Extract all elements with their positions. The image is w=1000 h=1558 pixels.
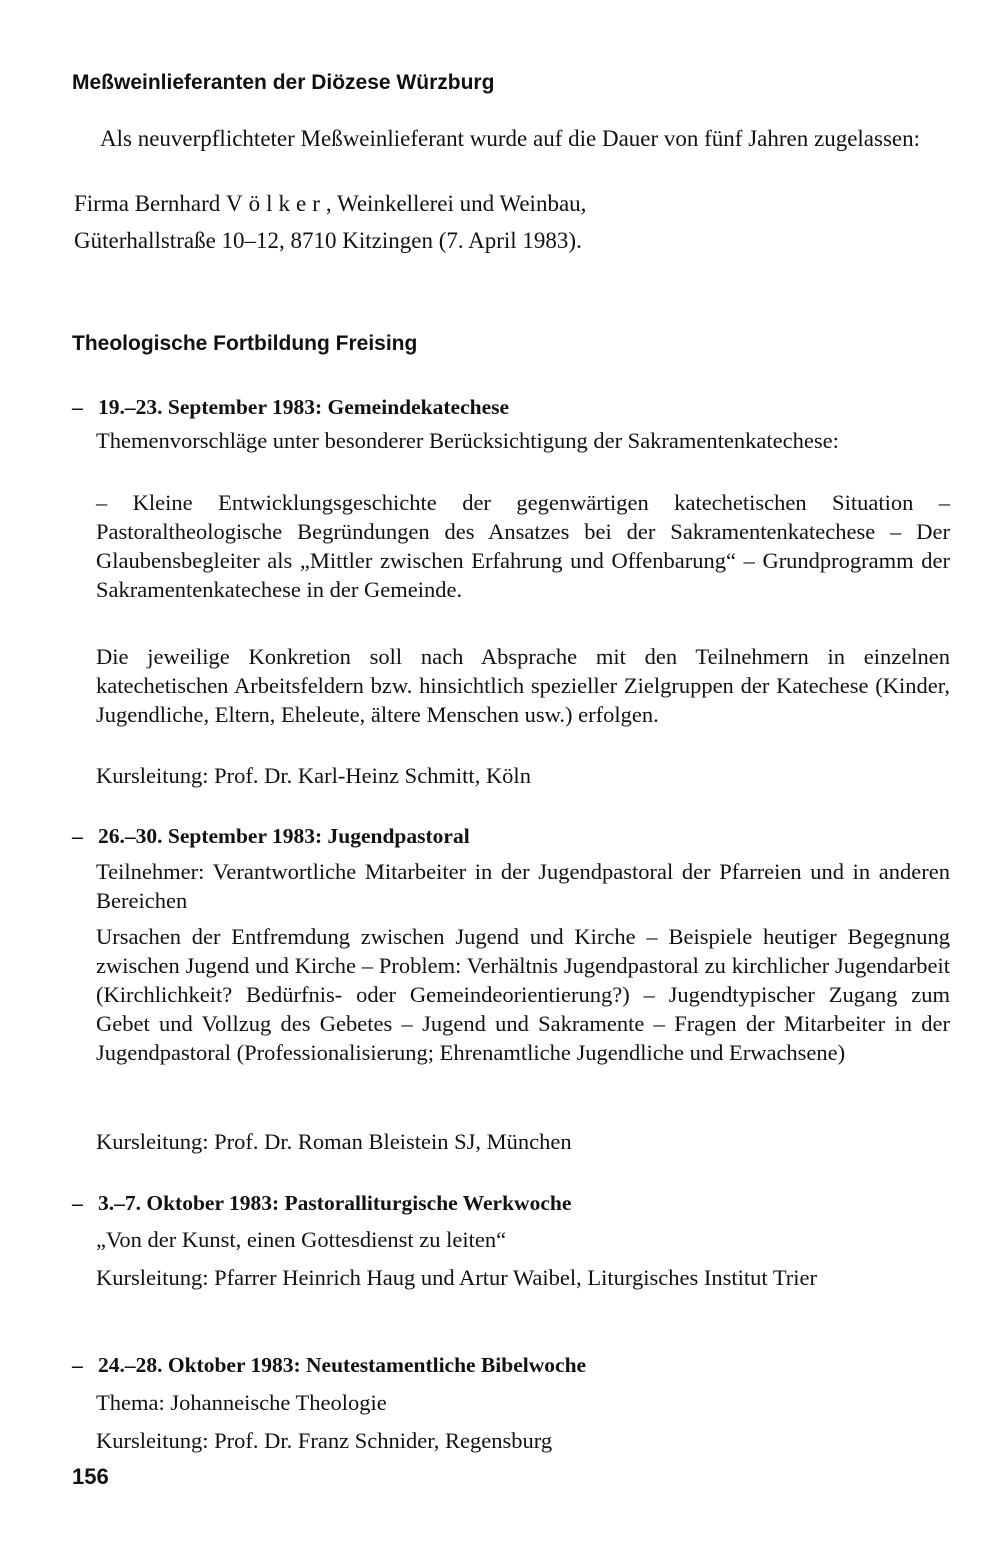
entry-title-werkwoche: – 3.–7. Oktober 1983: Pastoralliturgische Werkwoche (72, 1191, 572, 1215)
entry-body-line: Die jeweilige Konkretion soll nach Absprache mit den Teilnehmern in einzelnen katechetischen Arbeitsfeldern bzw. hinsichtlich spezieller Zielgruppen der Katechese (Kinder, Jugendliche, Eltern, Eheleute, ältere Menschen usw.) erfolgen. (96, 644, 950, 727)
entry-title-jugendpastoral: – 26.–30. September 1983: Jugendpastoral (72, 824, 470, 848)
firm-prefix: Firma Bernhard (74, 191, 227, 216)
entry-course-leader: Kursleitung: Prof. Dr. Roman Bleistein SJ, München (96, 1129, 572, 1154)
section-heading-fortbildung: Theologische Fortbildung Freising (72, 332, 418, 355)
firm-name: Völker (226, 191, 326, 216)
entry-body-line: Thema: Johanneische Theologie (96, 1390, 387, 1415)
page-number: 156 (72, 1464, 109, 1489)
entry-body-line: Teilnehmer: Verantwortliche Mitarbeiter in der Jugendpastoral der Pfarreien und in anderen Bereichen (96, 859, 950, 913)
entry-course-leader: Kursleitung: Prof. Dr. Franz Schnider, Regensburg (96, 1428, 553, 1453)
entry-body-line: „Von der Kunst, einen Gottesdienst zu leiten“ (96, 1227, 507, 1252)
messwein-firm (74, 189, 950, 218)
entry-body-line: Ursachen der Entfremdung zwischen Jugend und Kirche – Beispiele heutiger Begegnung zwischen Jugend und Kirche – Problem: Verhältnis Jugendpastoral zu kirchlicher Jugendarbeit (Kirchlichkeit? Bedürfnis- oder Gemeindeorientierung?) – Jugendtypischer Zugang zum Gebet und Vollzug des Gebetes – Jugend und Sakramente – Fragen der Mitarbeiter in der Jugendpastoral (Professionalisierung; Ehrenamtliche Jugendliche und Erwachsene) (96, 924, 950, 1065)
messwein-intro: Als neuverpflichteter Meßweinlieferant wurde auf die Dauer von fünf Jahren zugelassen: (100, 126, 921, 151)
entry-course-leader: Kursleitung: Pfarrer Heinrich Haug und Artur Waibel, Liturgisches Institut Trier (96, 1265, 817, 1290)
entry-title-gemeindekatechese: – 19.–23. September 1983: Gemeindekatechese (72, 395, 510, 419)
entry-course-leader: Kursleitung: Prof. Dr. Karl-Heinz Schmitt, Köln (96, 763, 531, 788)
firm-suffix: , Weinkellerei und Weinbau, (325, 191, 587, 216)
section-heading-messwein: Meßweinlieferanten der Diözese Würzburg (72, 71, 495, 94)
entry-title-bibelwoche: – 24.–28. Oktober 1983: Neutestamentliche Bibelwoche (72, 1353, 587, 1377)
entry-body-line: – Kleine Entwicklungsgeschichte der gegenwärtigen katechetischen Situation – Pastoraltheologische Begründungen des Ansatzes bei der Sakramentenkatechese – Der Glaubensbegleiter als „Mittler zwischen Erfahrung und Offenbarung“ – Grundprogramm der Sakramentenkatechese in der Gemeinde. (96, 490, 950, 602)
entry-body-line: Themenvorschläge unter besonderer Berücksichtigung der Sakramentenkatechese: (96, 428, 839, 453)
messwein-address: Güterhallstraße 10–12, 8710 Kitzingen (7. April 1983). (74, 228, 582, 253)
